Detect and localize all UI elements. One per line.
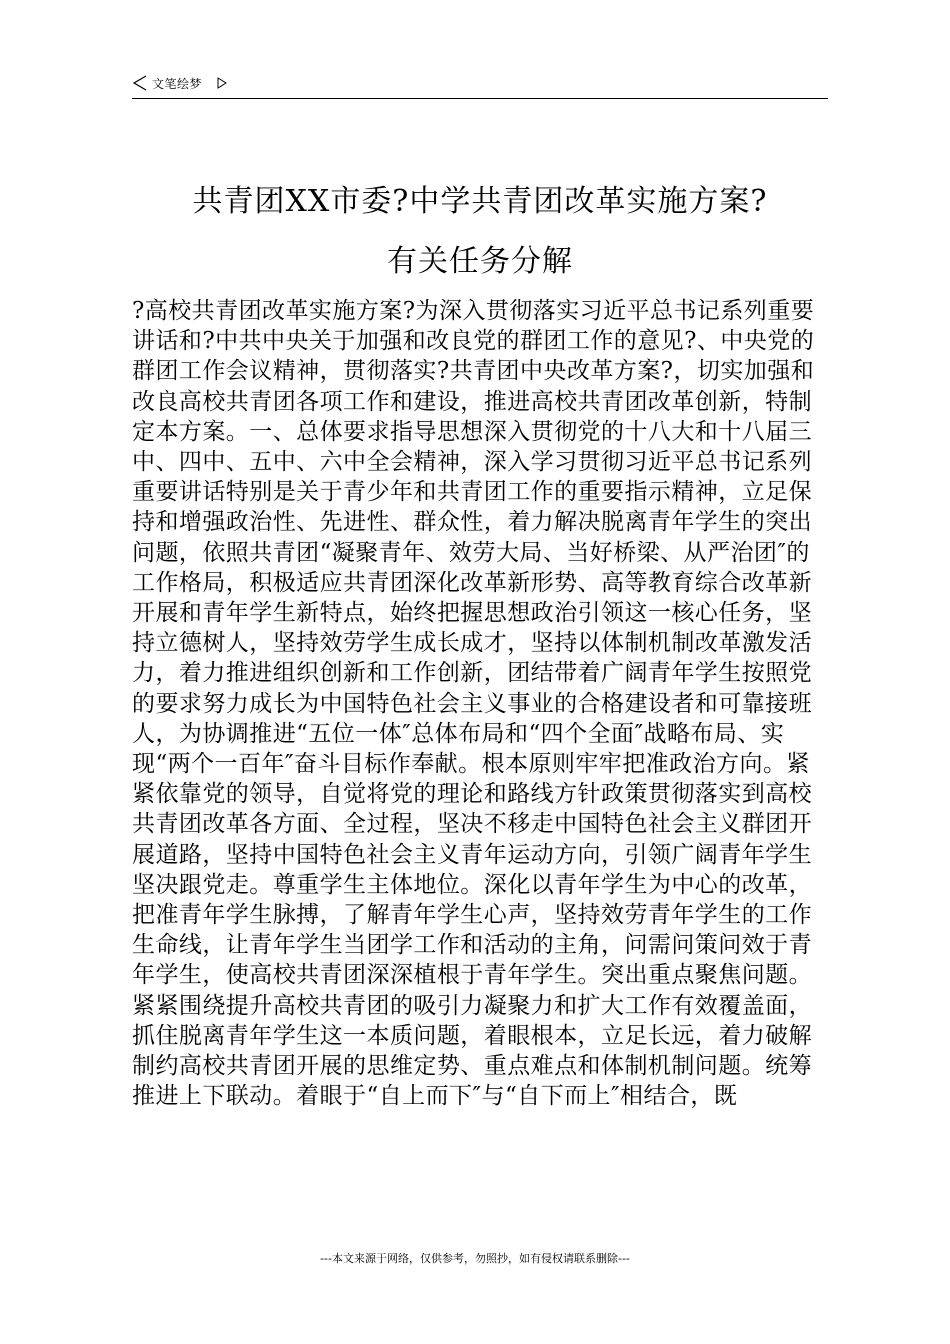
footer-notice: ---本文来源于网络，仅供参考，勿照抄，如有侵权请联系删除--- <box>320 1252 630 1265</box>
document-title-line-1: 共青团XX市委?中学共青团改革实施方案? <box>192 184 768 219</box>
document-body: ?高校共青团改革实施方案?为深入贯彻落实习近平总书记系列重要讲话和?中共中央关于加强和改良党的群团工作的意见?、中央党的群团工作会议精神，贯彻落实?共青团中央改革方案?，切实加强和改良高校共青团各项工作和建设，推进高校共青团改革创新，特制定本方案。一、总体要求指导思想深入贯彻党的十八大和十八届三中、四中、五中、六中全会精神，深入学习贯彻习近平总书记系列重要讲话特别是关于青少年和共青团工作的重要指示精神，立足保持和增强政治性、先进性、群众性，着力解决脱离青年学生的突出问题，依照共青团“凝聚青年、效劳大局、当好桥梁、从严治团″的工作格局，积极适应共青团深化改革新形势、高等教育综合改革新开展和青年学生新特点，始终把握思想政治引领这一核心任务，坚持立德树人，坚持效劳学生成长成才，坚持以体制机制改革激发活力，着力推进组织创新和工作创新，团结带着广阔青年学生按照党的要求努力成长为中国特色社会主义事业的合格建设者和可靠接班人，为协调推进“五位一体″总体布局和“四个全面″战略布局、实现“两个一百年″奋斗目标作奉献。根本原则牢牢把准政治方向。紧紧依靠党的领导，自觉将党的理论和路线方针政策贯彻落实到高校共青团改革各方面、全过程，坚决不移走中国特色社会主义群团开展道路，坚持中国特色社会主义青年运动方向，引领广阔青年学生坚决跟党走。尊重学生主体地位。深化以青年学生为中心的改革，把准青年学生脉搏，了解青年学生心声，坚持效劳青年学生的工作生命线，让青年学生当团学工作和活动的主角，问需问策问效于青年学生，使高校共青团深深植根于青年学生。突出重点聚焦问题。紧紧围绕提升高校共青团的吸引力凝聚力和扩大工作有效覆盖面，抓住脱离青年学生这一本质问题，着眼根本，立足长远，着力破解制约高校共青团开展的思维定势、重点难点和体制机制问题。统筹推进上下联动。着眼于“自上而下″与“自下而上″相结合，既 <box>132 298 815 1110</box>
header-brand: 文笔绘梦 <box>152 77 203 91</box>
triangle-right-icon <box>216 76 228 90</box>
triangle-left-icon <box>132 74 148 92</box>
document-title-line-2: 有关任务分解 <box>387 244 573 279</box>
page-header <box>132 74 828 99</box>
